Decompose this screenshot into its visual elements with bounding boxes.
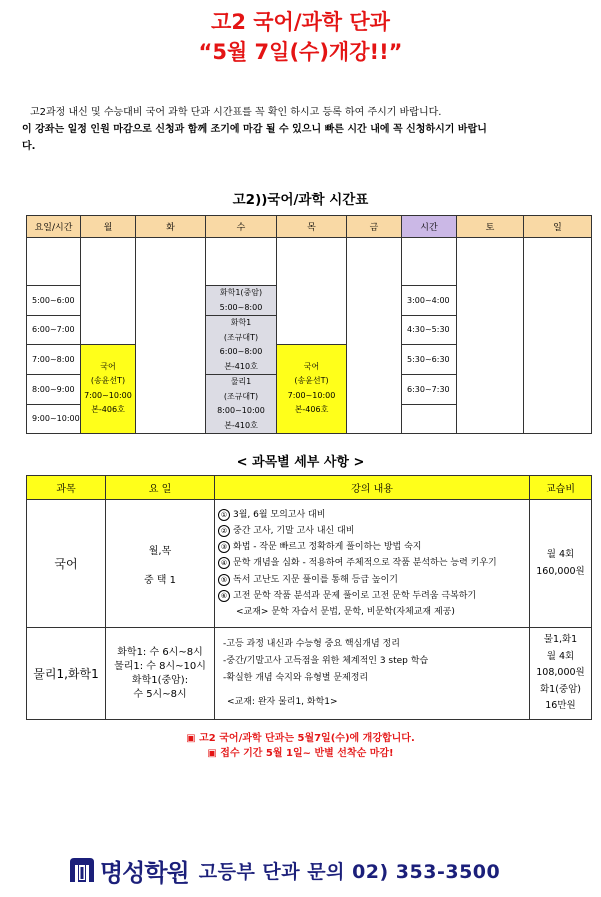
intro-line: 이 강좌는 일정 인원 마감으로 신청과 함께 조기에 마감 될 수 있으니 빠른 시간 내에 꼭 신청하시기 바랍니 — [22, 124, 487, 135]
brand-name: 명성학원 — [100, 858, 189, 887]
details-header-days: 요 일 — [106, 476, 215, 500]
class-line: 화학1 — [230, 318, 252, 327]
subject-korean: 국어 — [27, 500, 106, 628]
fee-line: 16만원 — [545, 700, 576, 712]
content-item: ⑥ 고전 문학 작품 분석과 문제 풀이로 고전 문학 두려움 극복하기 — [218, 588, 526, 604]
class-line: (송윤선T) — [90, 376, 126, 386]
class-line: 7:00~10:00 — [84, 390, 132, 400]
fee-line: 화1(중암) — [540, 683, 581, 695]
days-science — [106, 628, 215, 720]
fee-line: 물1,화1 — [543, 634, 578, 646]
empty-cell — [524, 238, 592, 434]
days-line: 수 5시~8시 — [133, 688, 187, 700]
content-item: ③ 화법 - 작문 빠르고 정확하게 풀이하는 방법 숙지 — [218, 539, 526, 555]
content-item: ⑤ 독서 고난도 지문 풀이를 통해 등급 높이기 — [218, 572, 526, 588]
empty-cell — [457, 238, 524, 434]
intro-line: 다. — [22, 141, 36, 152]
intro-line: 고2과정 내신 및 수능대비 국어 과학 단과 시간표를 꼭 확인 하시고 등록 하여 주시기 바랍니다. — [30, 107, 442, 118]
contact-phone: 고등부 단과 문의 02) 353-3500 — [198, 860, 501, 883]
empty-cell — [27, 238, 81, 286]
header-thu: 목 — [277, 216, 347, 238]
notice — [0, 731, 601, 761]
header-day-time: 요일/시간 — [27, 216, 81, 238]
class-line: 국어 — [100, 361, 116, 371]
time-cell: 3:00~4:00 — [402, 286, 457, 316]
time-cell: 5:00~6:00 — [27, 286, 81, 316]
details-header-content: 강의 내용 — [215, 476, 530, 500]
class-line: 7:00~10:00 — [287, 390, 336, 400]
notice-line: ▣ 접수 기간 5월 1일~ 반별 선착순 마감! — [207, 748, 394, 759]
content-science — [215, 628, 530, 720]
days-line: 월,목 — [148, 545, 172, 557]
header-fri: 금 — [347, 216, 402, 238]
empty-cell — [206, 238, 277, 286]
days-line: 물리1: 수 8시~10시 — [114, 660, 206, 672]
number-marker: ⑤ — [218, 574, 230, 586]
number-marker: ② — [218, 525, 230, 537]
content-item: ④ 문학 개념을 심화 - 적용하여 주체적으로 작품 분석하는 능력 키우기 — [218, 555, 526, 571]
subject-science: 물리1,화학1 — [27, 628, 106, 720]
details-title: < 과목별 세부 사항 > — [236, 455, 365, 470]
class-line: 물리1 — [230, 377, 252, 386]
class-line: 8:00~10:00 — [217, 406, 265, 415]
header-mon: 월 — [81, 216, 136, 238]
class-line: (조규대T) — [223, 391, 259, 401]
class-cell-mon-korean — [81, 344, 136, 433]
time-cell: 6:30~7:30 — [402, 375, 457, 405]
footer — [68, 850, 500, 890]
header-time: 시간 — [402, 216, 457, 238]
timetable — [26, 215, 592, 434]
class-cell-wed-chem — [206, 316, 277, 375]
empty-cell — [402, 238, 457, 286]
timetable-title: 고2))국어/과학 시간표 — [232, 192, 369, 208]
class-line: 5:00~8:00 — [219, 302, 263, 312]
days-korean — [106, 500, 215, 628]
fee-korean — [530, 500, 592, 628]
header-wed: 수 — [206, 216, 277, 238]
content-item: -중간/기말고사 고득점을 위한 체계적인 3 step 학습 — [223, 655, 429, 666]
time-cell: 9:00~10:00 — [27, 404, 81, 434]
class-line: 화학1(중암) — [219, 288, 263, 297]
academy-logo-icon — [68, 856, 96, 884]
class-cell-wed-chem-jungam — [206, 286, 277, 316]
content-item: -고등 과정 내신과 수능형 중요 핵심개념 정리 — [223, 639, 400, 650]
days-line: 화학1: 수 6시~8시 — [117, 646, 203, 658]
empty-cell — [81, 238, 136, 345]
page-subtitle: “5월 7일(수)개강!!” — [198, 40, 403, 64]
time-cell: 4:30~5:30 — [402, 316, 457, 345]
header-sat: 토 — [457, 216, 524, 238]
class-line: 본-410호 — [224, 361, 258, 371]
content-korean — [215, 500, 530, 628]
details-header-subject: 과목 — [27, 476, 106, 500]
class-cell-thu-korean — [277, 344, 347, 433]
page-title: 고2 국어/과학 단과 — [211, 10, 390, 34]
class-line: 6:00~8:00 — [219, 347, 263, 356]
fee-science — [530, 628, 592, 720]
content-textbook: <교재> 문학 자습서 문법, 문학, 비문학(자체교재 제공) — [236, 607, 455, 617]
details-table — [26, 475, 592, 720]
days-line: 중 택 1 — [143, 574, 177, 586]
number-marker: ① — [218, 509, 230, 521]
fee-line: 월 4회 — [546, 549, 575, 561]
details-header-fee: 교습비 — [530, 476, 592, 500]
empty-cell — [347, 238, 402, 434]
content-item: ① 3월, 6월 모의고사 대비 — [218, 507, 526, 523]
fee-line: 108,000원 — [536, 667, 585, 679]
empty-cell — [277, 238, 347, 345]
notice-line: ▣ 고2 국어/과학 단과는 5월7일(수)에 개강합니다. — [186, 733, 415, 744]
time-cell: 8:00~9:00 — [27, 375, 81, 405]
fee-line: 160,000원 — [536, 565, 585, 577]
time-cell: 5:30~6:30 — [402, 344, 457, 374]
fee-line: 월 4회 — [546, 650, 575, 662]
class-line: 국어 — [303, 361, 320, 371]
number-marker: ③ — [218, 541, 230, 553]
empty-cell — [402, 404, 457, 434]
class-line: 본-406호 — [294, 405, 329, 415]
class-line: (조규대T) — [223, 332, 259, 342]
number-marker: ④ — [218, 557, 230, 569]
empty-cell — [136, 238, 206, 434]
class-line: 본-406호 — [91, 405, 125, 415]
header-sun: 일 — [524, 216, 592, 238]
header-tue: 화 — [136, 216, 206, 238]
intro-text — [22, 104, 592, 155]
class-line: (송윤선T) — [294, 376, 329, 386]
content-item: ② 중간 고사, 기말 고사 내신 대비 — [218, 523, 526, 539]
days-line: 화학1(중암): — [131, 674, 189, 686]
content-textbook: <교재: 완자 물리1, 화학1> — [227, 697, 338, 708]
content-item: -확실한 개념 숙지와 유형별 문제정리 — [223, 672, 369, 683]
class-line: 본-410호 — [224, 420, 258, 430]
time-cell: 6:00~7:00 — [27, 316, 81, 345]
time-cell: 7:00~8:00 — [27, 344, 81, 374]
number-marker: ⑥ — [218, 590, 230, 602]
class-cell-wed-physics — [206, 375, 277, 434]
